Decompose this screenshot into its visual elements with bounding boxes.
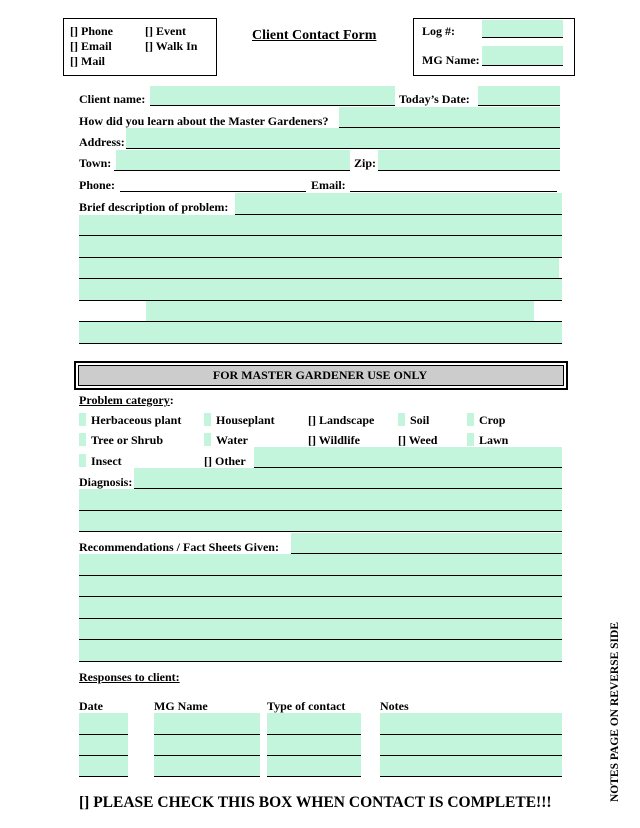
learn-label: How did you learn about the Master Gardeners? — [79, 114, 329, 128]
email-label: Email: — [311, 178, 346, 192]
checkbox-icon — [204, 413, 211, 426]
contact-mail-checkbox[interactable]: [] Mail — [70, 54, 105, 68]
response-type-cells[interactable] — [267, 713, 361, 777]
col-notes: Notes — [380, 699, 409, 713]
checkbox-icon — [398, 413, 405, 426]
address-input[interactable] — [126, 128, 560, 148]
address-label: Address: — [79, 135, 125, 149]
log-label: Log #: — [422, 24, 455, 38]
zip-label: Zip: — [354, 156, 377, 170]
learn-input[interactable] — [339, 107, 560, 127]
phone-label: Phone: — [79, 178, 115, 192]
col-date: Date — [79, 699, 103, 713]
category-lawn[interactable]: Lawn — [467, 433, 508, 448]
response-notes-cells[interactable] — [380, 713, 562, 777]
complete-checkbox-notice[interactable]: [] PLEASE CHECK THIS BOX WHEN CONTACT IS COMPLETE!!! — [79, 794, 552, 811]
todays-date-input[interactable] — [478, 86, 560, 105]
side-note: NOTES PAGE ON REVERSE SIDE — [609, 622, 621, 802]
town-label: Town: — [79, 156, 112, 170]
response-date-cells[interactable] — [79, 713, 128, 777]
contact-walkin-checkbox[interactable]: [] Walk In — [145, 39, 198, 53]
recommendations-input[interactable] — [291, 533, 562, 553]
checkbox-icon — [79, 413, 86, 426]
problem-input[interactable] — [235, 193, 562, 214]
category-tree[interactable]: Tree or Shrub — [79, 433, 163, 448]
mg-name-input[interactable] — [482, 46, 563, 65]
client-name-input[interactable] — [150, 86, 395, 105]
problem-category-label: Problem category: — [79, 393, 174, 407]
checkbox-icon — [79, 433, 86, 446]
category-other[interactable]: [] Other — [204, 454, 246, 468]
category-soil[interactable]: Soil — [398, 413, 429, 428]
checkbox-icon — [204, 433, 211, 446]
checkbox-icon — [79, 454, 86, 467]
category-weed[interactable]: [] Weed — [398, 433, 438, 447]
col-mg-name: MG Name — [154, 699, 208, 713]
mg-name-label: MG Name: — [422, 53, 480, 67]
log-input[interactable] — [482, 20, 563, 37]
checkbox-icon — [467, 413, 474, 426]
form-title: Client Contact Form — [252, 28, 377, 43]
category-herbaceous[interactable]: Herbaceous plant — [79, 413, 181, 428]
category-insect[interactable]: Insect — [79, 454, 122, 469]
contact-email-checkbox[interactable]: [] Email — [70, 39, 112, 53]
email-input[interactable] — [350, 191, 557, 192]
mg-section-title: FOR MASTER GARDENER USE ONLY — [212, 368, 428, 382]
recommendations-label: Recommendations / Fact Sheets Given: — [79, 540, 279, 554]
responses-label: Responses to client: — [79, 670, 180, 684]
checkbox-icon — [467, 433, 474, 446]
category-wildlife[interactable]: [] Wildlife — [308, 433, 360, 447]
zip-input[interactable] — [378, 150, 560, 170]
phone-input[interactable] — [120, 191, 306, 192]
other-input[interactable] — [254, 447, 562, 467]
problem-label: Brief description of problem: — [79, 200, 229, 214]
category-houseplant[interactable]: Houseplant — [204, 413, 275, 428]
diagnosis-input[interactable] — [134, 468, 562, 488]
col-type-of-contact: Type of contact — [267, 699, 346, 713]
contact-phone-checkbox[interactable]: [] Phone — [70, 24, 113, 38]
contact-event-checkbox[interactable]: [] Event — [145, 24, 186, 38]
todays-date-label: Today’s Date: — [399, 92, 470, 106]
response-mgname-cells[interactable] — [154, 713, 260, 777]
category-water[interactable]: Water — [204, 433, 248, 448]
category-landscape[interactable]: [] Landscape — [308, 413, 375, 427]
town-input[interactable] — [116, 150, 350, 170]
diagnosis-label: Diagnosis: — [79, 475, 133, 489]
category-crop[interactable]: Crop — [467, 413, 505, 428]
client-name-label: Client name: — [79, 92, 146, 106]
